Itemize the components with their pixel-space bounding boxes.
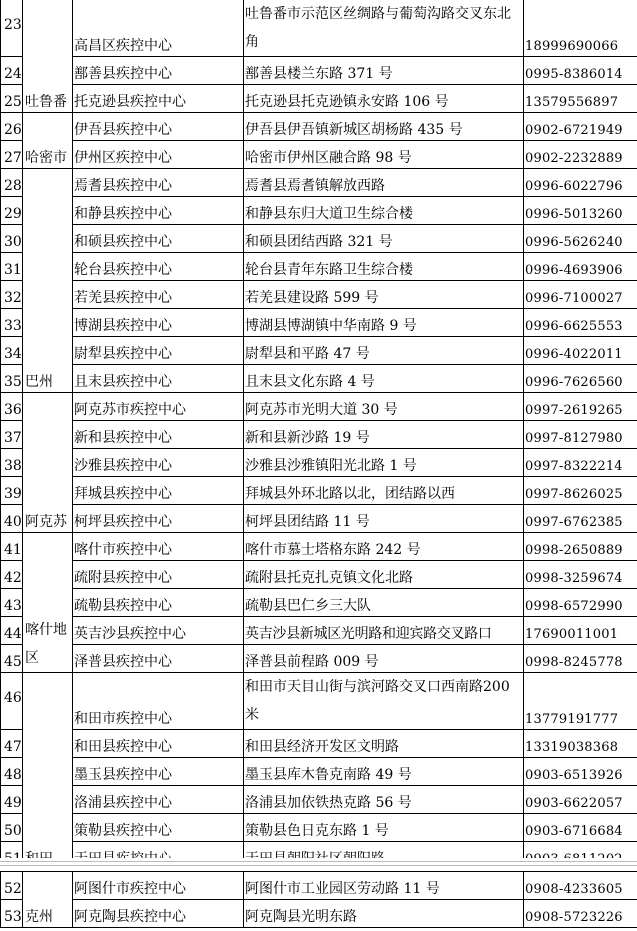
cdc-phone: 0996-6022796 xyxy=(524,169,637,197)
cdc-address: 且末县文化东路 4 号 xyxy=(244,365,524,393)
row-number: 37 xyxy=(1,421,23,449)
cdc-address: 疏附县托克扎克镇文化北路 xyxy=(244,561,524,589)
table-row xyxy=(1,900,637,928)
table-row xyxy=(1,365,637,393)
cdc-name: 墨玉县疾控中心 xyxy=(73,758,244,786)
cdc-name: 且末县疾控中心 xyxy=(73,365,244,393)
cdc-phone: 0998-2650889 xyxy=(524,533,637,561)
cdc-address: 伊吾县伊吾镇新城区胡杨路 435 号 xyxy=(244,113,524,141)
table-row xyxy=(1,730,637,758)
cdc-name: 和田县疾控中心 xyxy=(73,730,244,758)
row-number: 27 xyxy=(1,141,23,169)
row-number: 49 xyxy=(1,786,23,814)
cdc-address: 哈密市伊州区融合路 98 号 xyxy=(244,141,524,169)
cdc-phone: 17690011001 xyxy=(524,617,637,645)
table-row xyxy=(1,673,637,730)
row-number: 40 xyxy=(1,505,23,533)
cdc-address: 和田市天目山街与滨河路交叉口西南路200 米 xyxy=(244,673,524,730)
cdc-phone: 0902-6721949 xyxy=(524,113,637,141)
cdc-phone: 0902-2232889 xyxy=(524,141,637,169)
row-number: 31 xyxy=(1,253,23,281)
table-row xyxy=(1,169,637,197)
cdc-phone: 0997-6762385 xyxy=(524,505,637,533)
row-number: 29 xyxy=(1,197,23,225)
cdc-name: 策勒县疾控中心 xyxy=(73,814,244,842)
cdc-address: 策勒县色日克东路 1 号 xyxy=(244,814,524,842)
row-number: 34 xyxy=(1,337,23,365)
cdc-phone: 0996-7100027 xyxy=(524,281,637,309)
cdc-address: 喀什市慕士塔格东路 242 号 xyxy=(244,533,524,561)
region-cell-kezhou: 克州 xyxy=(23,872,73,928)
cdc-address: 尉犁县和平路 47 号 xyxy=(244,337,524,365)
cdc-phone: 0998-8245778 xyxy=(524,645,637,673)
cdc-name: 托克逊县疾控中心 xyxy=(73,85,244,113)
cdc-address: 轮台县青年东路卫生综合楼 xyxy=(244,253,524,281)
cdc-phone: 0998-3259674 xyxy=(524,561,637,589)
region-cell-hotan xyxy=(23,673,73,870)
cdc-address: 若羌县建设路 599 号 xyxy=(244,281,524,309)
row-number: 48 xyxy=(1,758,23,786)
row-number: 42 xyxy=(1,561,23,589)
row-number: 38 xyxy=(1,449,23,477)
row-number: 28 xyxy=(1,169,23,197)
cdc-name: 疏附县疾控中心 xyxy=(73,561,244,589)
cdc-phone: 0995-8386014 xyxy=(524,57,637,85)
row-number: 52 xyxy=(1,872,23,900)
cdc-phone: 0997-2619265 xyxy=(524,393,637,421)
page-break-line xyxy=(0,865,637,866)
cdc-contact-table-bottom xyxy=(0,871,637,928)
table-row xyxy=(1,617,637,645)
cdc-name: 沙雅县疾控中心 xyxy=(73,449,244,477)
table-row xyxy=(1,589,637,617)
page-break-line xyxy=(0,861,637,862)
cdc-address: 新和县新沙路 19 号 xyxy=(244,421,524,449)
table-row xyxy=(1,309,637,337)
table-row xyxy=(1,197,637,225)
page-break-gap xyxy=(0,858,637,871)
cdc-name: 若羌县疾控中心 xyxy=(73,281,244,309)
cdc-name: 尉犁县疾控中心 xyxy=(73,337,244,365)
cdc-name: 柯坪县疾控中心 xyxy=(73,505,244,533)
cdc-address: 和田县经济开发区文明路 xyxy=(244,730,524,758)
row-number: 30 xyxy=(1,225,23,253)
cdc-phone: 0996-5626240 xyxy=(524,225,637,253)
row-number: 32 xyxy=(1,281,23,309)
cdc-address: 疏勒县巴仁乡三大队 xyxy=(244,589,524,617)
table-row xyxy=(1,141,637,169)
table-row xyxy=(1,85,637,113)
row-number: 43 xyxy=(1,589,23,617)
cdc-address: 拜城县外环北路以北，团结路以西 xyxy=(244,477,524,505)
cdc-name: 英吉沙县疾控中心 xyxy=(73,617,244,645)
cdc-phone: 0996-4693906 xyxy=(524,253,637,281)
row-number: 24 xyxy=(1,57,23,85)
cdc-name: 洛浦县疾控中心 xyxy=(73,786,244,814)
row-number: 53 xyxy=(1,900,23,928)
table-row xyxy=(1,225,637,253)
row-number: 33 xyxy=(1,309,23,337)
region-cell-kashgar xyxy=(23,533,73,673)
region-cell-turpan: 吐鲁番 xyxy=(23,0,73,113)
table-row xyxy=(1,814,637,842)
row-number: 36 xyxy=(1,393,23,421)
cdc-phone: 0997-8127980 xyxy=(524,421,637,449)
cdc-phone: 0996-5013260 xyxy=(524,197,637,225)
table-row xyxy=(1,786,637,814)
cdc-phone: 0997-8626025 xyxy=(524,477,637,505)
table-row xyxy=(1,533,637,561)
cdc-name: 和硕县疾控中心 xyxy=(73,225,244,253)
cdc-address: 阿图什市工业园区劳动路 11 号 xyxy=(244,872,524,900)
cdc-name: 疏勒县疾控中心 xyxy=(73,589,244,617)
table-row xyxy=(1,449,637,477)
cdc-phone: 0997-8322214 xyxy=(524,449,637,477)
cdc-phone: 0903-6716684 xyxy=(524,814,637,842)
cdc-phone: 0996-7626560 xyxy=(524,365,637,393)
cdc-name: 和静县疾控中心 xyxy=(73,197,244,225)
cdc-address: 吐鲁番市示范区丝绸路与葡萄沟路交叉东北角 xyxy=(244,0,524,57)
row-number: 44 xyxy=(1,617,23,645)
table-row xyxy=(1,281,637,309)
cdc-address: 洛浦县加依铁热克路 56 号 xyxy=(244,786,524,814)
cdc-phone: 13779191777 xyxy=(524,673,637,730)
cdc-name: 拜城县疾控中心 xyxy=(73,477,244,505)
region-cell-aksu: 阿克苏 xyxy=(23,393,73,533)
row-number: 46 xyxy=(1,673,23,730)
cdc-phone: 0996-6625553 xyxy=(524,309,637,337)
cdc-name: 高昌区疾控中心 xyxy=(73,0,244,57)
cdc-name: 焉耆县疾控中心 xyxy=(73,169,244,197)
cdc-address: 英吉沙县新城区光明路和迎宾路交叉路口 xyxy=(244,617,524,645)
region-cell-bazhou: 巴州 xyxy=(23,169,73,393)
cdc-name: 博湖县疾控中心 xyxy=(73,309,244,337)
table-row xyxy=(1,57,637,85)
row-number: 35 xyxy=(1,365,23,393)
cdc-phone: 0908-4233605 xyxy=(524,872,637,900)
cdc-name: 喀什市疾控中心 xyxy=(73,533,244,561)
cdc-name: 鄯善县疾控中心 xyxy=(73,57,244,85)
table-row xyxy=(1,0,637,57)
cdc-phone: 0903-6622057 xyxy=(524,786,637,814)
cdc-name: 阿克陶县疾控中心 xyxy=(73,900,244,928)
cdc-phone: 0903-6513926 xyxy=(524,758,637,786)
cdc-name: 和田市疾控中心 xyxy=(73,673,244,730)
cdc-name: 泽普县疾控中心 xyxy=(73,645,244,673)
cdc-address: 泽普县前程路 009 号 xyxy=(244,645,524,673)
table-row xyxy=(1,393,637,421)
row-number: 26 xyxy=(1,113,23,141)
cdc-address: 柯坪县团结路 11 号 xyxy=(244,505,524,533)
row-number: 50 xyxy=(1,814,23,842)
table-row xyxy=(1,758,637,786)
cdc-address: 和硕县团结西路 321 号 xyxy=(244,225,524,253)
cdc-address: 墨玉县库木鲁克南路 49 号 xyxy=(244,758,524,786)
cdc-phone: 0996-4022011 xyxy=(524,337,637,365)
cdc-address: 阿克苏市光明大道 30 号 xyxy=(244,393,524,421)
cdc-name: 伊吾县疾控中心 xyxy=(73,113,244,141)
cdc-address: 和静县东归大道卫生综合楼 xyxy=(244,197,524,225)
table-row xyxy=(1,645,637,673)
cdc-phone: 0908-5723226 xyxy=(524,900,637,928)
cdc-address: 博湖县博湖镇中华南路 9 号 xyxy=(244,309,524,337)
cdc-phone: 13579556897 xyxy=(524,85,637,113)
row-number: 25 xyxy=(1,85,23,113)
cdc-phone: 18999690066 xyxy=(524,0,637,57)
cdc-name: 新和县疾控中心 xyxy=(73,421,244,449)
row-number: 45 xyxy=(1,645,23,673)
region-cell-hami: 哈密市 xyxy=(23,113,73,169)
cdc-address: 阿克陶县光明东路 xyxy=(244,900,524,928)
cdc-address: 托克逊县托克逊镇永安路 106 号 xyxy=(244,85,524,113)
region-label-part: 区 xyxy=(25,650,39,666)
cdc-name: 伊州区疾控中心 xyxy=(73,141,244,169)
table-row xyxy=(1,872,637,900)
table-row xyxy=(1,337,637,365)
cdc-name: 轮台县疾控中心 xyxy=(73,253,244,281)
region-label-part: 喀什地 xyxy=(25,622,67,638)
row-number: 23 xyxy=(1,0,23,57)
table-row xyxy=(1,505,637,533)
table-row xyxy=(1,561,637,589)
cdc-address: 焉耆县焉耆镇解放西路 xyxy=(244,169,524,197)
cdc-address: 鄯善县楼兰东路 371 号 xyxy=(244,57,524,85)
cdc-name: 阿克苏市疾控中心 xyxy=(73,393,244,421)
row-number: 47 xyxy=(1,730,23,758)
table-row xyxy=(1,477,637,505)
table-row xyxy=(1,421,637,449)
cdc-phone: 0998-6572990 xyxy=(524,589,637,617)
table-row xyxy=(1,253,637,281)
cdc-name: 阿图什市疾控中心 xyxy=(73,872,244,900)
row-number: 41 xyxy=(1,533,23,561)
cdc-address: 沙雅县沙雅镇阳光北路 1 号 xyxy=(244,449,524,477)
cdc-phone: 13319038368 xyxy=(524,730,637,758)
row-number: 39 xyxy=(1,477,23,505)
table-row xyxy=(1,113,637,141)
